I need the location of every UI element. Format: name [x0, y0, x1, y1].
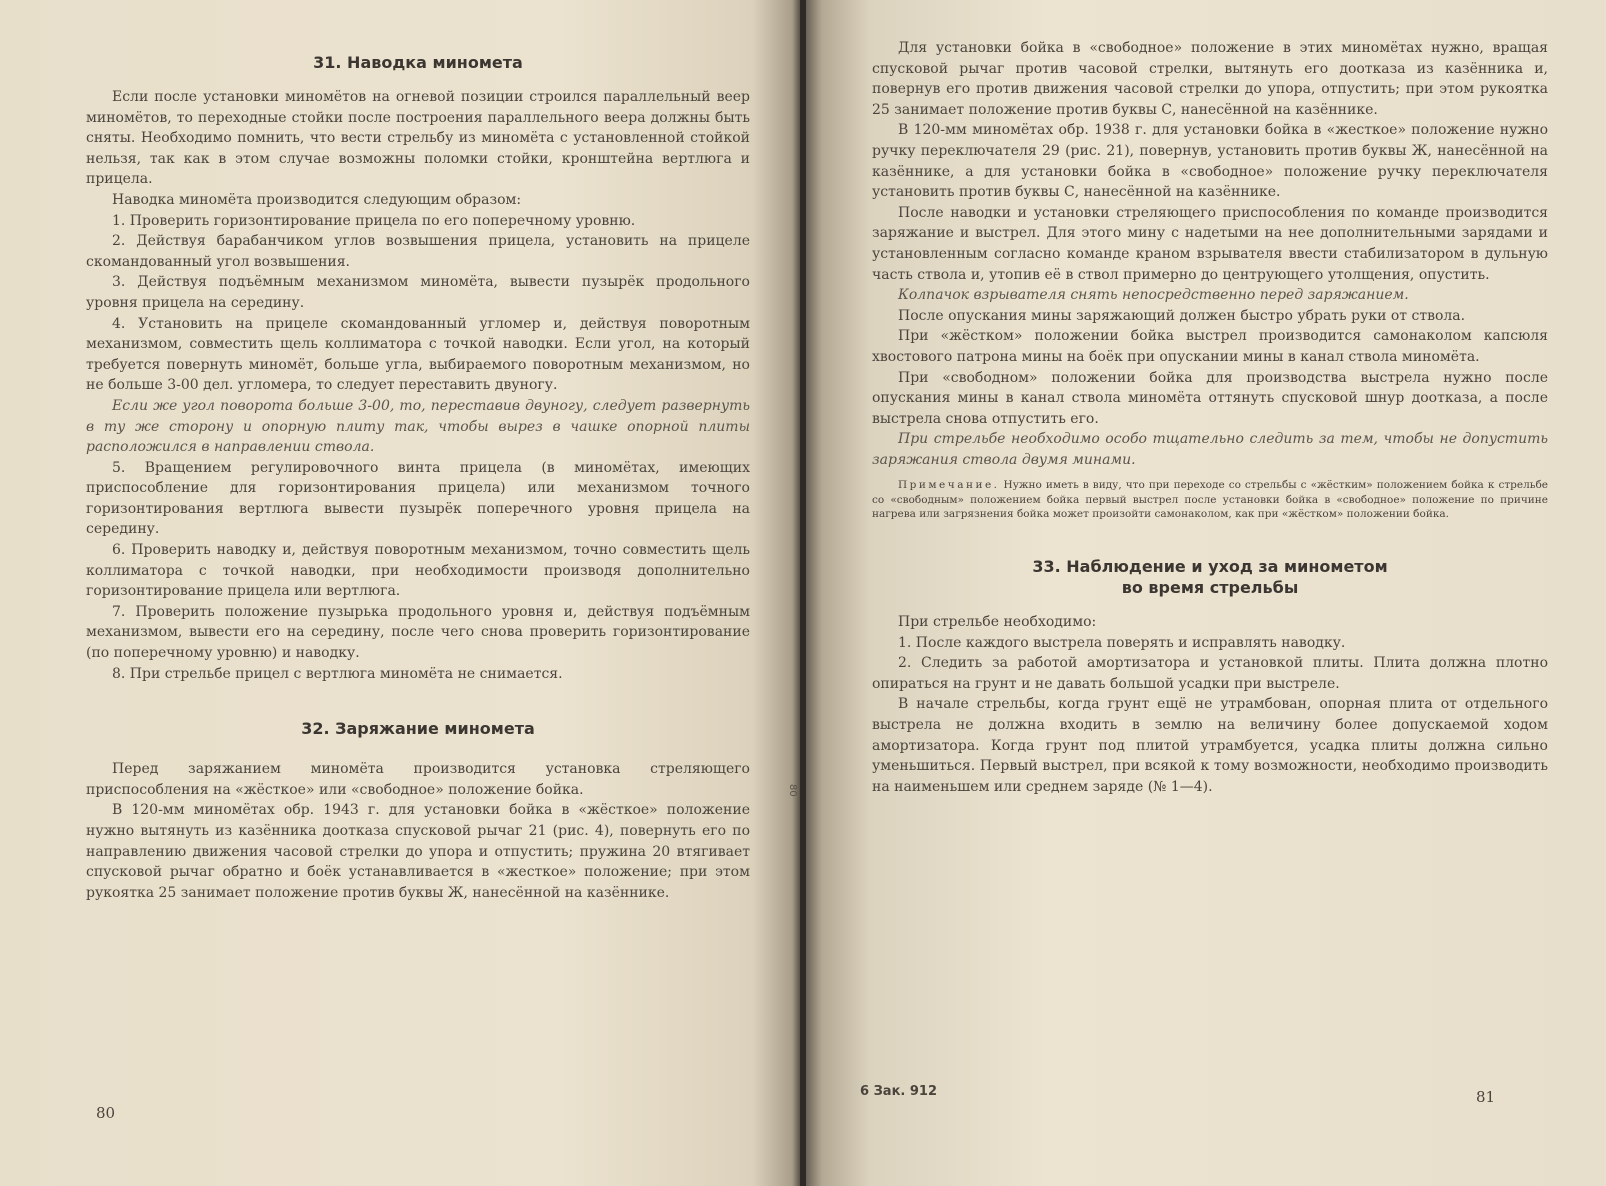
paragraph: После наводки и установки стреляющего приспособления по команде производится заряжание и выстрел. Для этого мину с надетыми на нее дополнительными зарядами и установленным согласно команде краном взрывателя ввести стабилизатором в дульную часть ствола и, утопив её в ствол примерно до центрующего утолщения, опустить.	[872, 204, 1548, 283]
page-number-right: 81	[1476, 1088, 1496, 1106]
list-item: 6. Проверить наводку и, действуя поворотным механизмом, точно совместить щель коллиматора с точкой наводки, при необходимости производя дополнительно горизонтирование прицела или вертлюга.	[86, 542, 750, 600]
paragraph: Для установки бойка в «свободное» положение в этих миномётах нужно, вращая спусковой рычаг против часовой стрелки, вытянуть его доотказа из казённика и, повернув его против движения часовой стрелки до упора, отпустить; при этом рукоятка 25 занимает положение против буквы С, нанесённой на казённике.	[872, 40, 1548, 118]
italic-paragraph: Колпачок взрывателя снять непосредственно перед заряжанием.	[898, 287, 1409, 304]
paragraph: При «свободном» положении бойка для производства выстрела нужно после опускания мины в канал ствола миномёта оттянуть спусковой шнур доотказа, а после выстрела снова отпустить его.	[872, 369, 1548, 427]
list-item: 8. При стрельбе прицел с вертлюга миномёта не снимается.	[112, 665, 563, 682]
paragraph: После опускания мины заряжающий должен быстро убрать руки от ствола.	[898, 307, 1466, 324]
italic-paragraph: Если же угол поворота больше 3-00, то, переставив двуногу, следует развернуть в ту же сторону и опорную плиту так, чтобы вырез в чашке опорной плиты расположился в направлении ствола.	[86, 397, 750, 456]
page-number-left: 80	[96, 1104, 116, 1122]
left-page	[0, 0, 800, 1186]
spine-mark: 80	[787, 784, 798, 797]
list-item: 1. Проверить горизонтирование прицела по его поперечному уровню.	[112, 212, 636, 229]
footnote-text: Нужно иметь в виду, что при переходе со стрельбы с «жёстким» положением бойка к стрельбе со «свободным» положением бойка первый выстрел после установки бойка в «свободное» положение по причине нагрева или загрязнения бойка может произойти самонаколом, как при «жёстком» положении бойка.	[872, 479, 1548, 521]
printer-signature-mark: 6 Зак. 912	[860, 1084, 938, 1099]
paragraph: При стрельбе необходимо:	[898, 613, 1097, 630]
footnote	[872, 478, 1548, 522]
list-item: 5. Вращением регулировочного винта прицела (в миномётах, имеющих приспособление для горизонтирования прицела) или механизмом точного горизонтирования вертлюга вывести пузырёк поперечного уровня прицела на середину.	[86, 459, 750, 538]
list-item: 2. Следить за работой амортизатора и установкой плиты. Плита должна плотно опираться на грунт и не давать большой усадки при выстреле.	[872, 655, 1548, 692]
right-page	[806, 0, 1606, 1186]
right-page-content	[872, 0, 1548, 797]
list-item: 2. Действуя барабанчиком углов возвышения прицела, установить на прицеле скомандованный угол возвышения.	[86, 233, 750, 270]
paragraph: В 120-мм миномётах обр. 1943 г. для установки бойка в «жёсткое» положение нужно вытянуть из казённика доотказа спусковой рычаг 21 (рис. 4), повернуть его по направлению движения часовой стрелки до упора и отпустить; пружина 20 втягивает спусковой рычаг обратно и боёк устанавливается в «жесткое» положение; при этом рукоятка 25 занимает положение против буквы Ж, нанесённой на казённике.	[86, 802, 750, 901]
paragraph: В 120-мм миномётах обр. 1938 г. для установки бойка в «жесткое» положение нужно ручку переключателя 29 (рис. 21), повернув, установить против буквы Ж, нанесённой на казённике, а для установки бойка в «свободное» положение ручку переключателя установить против буквы С, нанесённой на казённике.	[872, 122, 1548, 201]
section-32-title: 32. Заряжание миномета	[301, 719, 535, 739]
paragraph: Перед заряжанием миномёта производится установка стреляющего приспособления на «жёсткое» или «свободное» положение бойка.	[86, 761, 750, 798]
paragraph: Наводка миномёта производится следующим образом:	[112, 191, 522, 208]
paragraph: При «жёстком» положении бойка выстрел производится самонаколом капсюля хвостового патрона мины на боёк при опускании мины в канал ствола миномёта.	[872, 328, 1548, 365]
section-33-title-line1: 33. Наблюдение и уход за минометом	[1032, 556, 1388, 576]
italic-paragraph: При стрельбе необходимо особо тщательно следить за тем, чтобы не допустить заряжания ствола двумя минами.	[872, 431, 1548, 468]
section-31-title: 31. Наводка миномета	[313, 53, 523, 72]
list-item: 3. Действуя подъёмным механизмом миномёта, вывести пузырёк продольного уровня прицела на середину.	[86, 274, 750, 311]
paragraph: Если после установки миномётов на огневой позиции строился параллельный веер миномётов, то переходные стойки после построения параллельного веера должны быть сняты. Необходимо помнить, что вести стрельбу из миномёта с установленной стойкой нельзя, так как в этом случае возможны поломки стойки, кронштейна вертлюга и прицела.	[86, 89, 750, 188]
list-item: 4. Установить на прицеле скомандованный угломер и, действуя поворотным механизмом, совместить щель коллиматора с точкой наводки. Если угол, на который требуется повернуть миномёт, больше угла, выбираемого поворотным механизмом, но не больше 3-00 дел. угломера, то следует переставить двуногу.	[86, 315, 750, 394]
left-page-content	[86, 0, 750, 903]
section-33-title-line2: во время стрельбы	[1121, 577, 1299, 597]
footnote-label: Примечание.	[898, 479, 1000, 492]
list-item: 1. После каждого выстрела поверять и исправлять наводку.	[898, 634, 1346, 651]
list-item: 7. Проверить положение пузырька продольного уровня и, действуя подъёмным механизмом, вывести его на середину, после чего снова проверить горизонтирование (по поперечному уровню) и наводку.	[86, 603, 750, 662]
paragraph: В начале стрельбы, когда грунт ещё не утрамбован, опорная плита от отдельного выстрела не должна входить в землю на величину более допускаемой ходом амортизатора. Когда грунт под плитой утрамбуется, усадка плиты должна сильно уменьшиться. Первый выстрел, при всякой к тому возможности, необходимо производить на наименьшем или среднем заряде (№ 1—4).	[872, 696, 1548, 795]
